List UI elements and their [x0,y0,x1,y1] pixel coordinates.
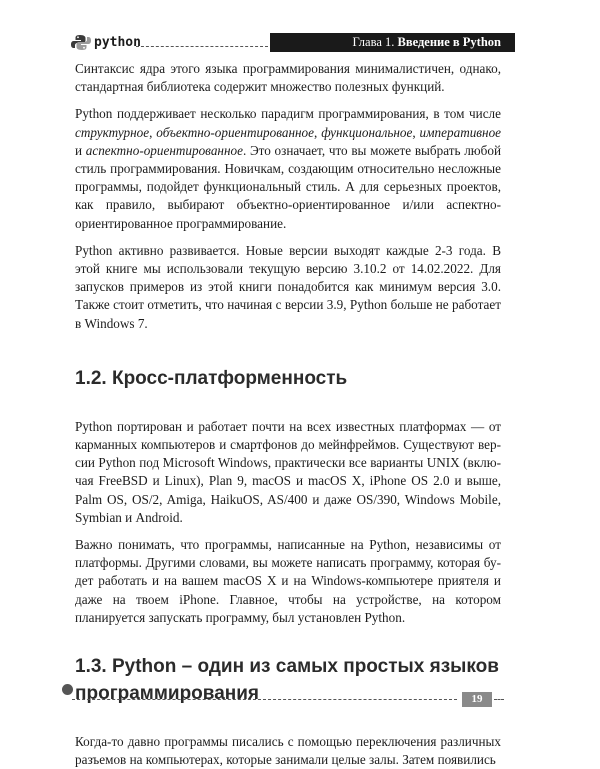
separator: , [314,124,322,140]
paragraph-2-rest: . Это означает, что вы можете выбрать любой стиль программирования. Новичкам, создающим относительно несложные программы, подойдет функциональный стиль. А для серьезных проектов, как правило, выбирают объектно-ориентированное и/или аспектно-ориентированное программирование. [75,142,502,231]
chapter-header-bar [270,33,515,52]
section-heading-1-3: 1.3. Python – один из самых простых языков программирования [75,656,499,705]
paradigm-oop: объектно-ориентированное [156,124,315,140]
page-number: 19 [462,692,492,707]
footer-bullet [62,684,73,695]
chapter-title: Введение в Python [397,35,501,49]
paradigm-imperative: императивное [419,124,502,140]
separator: и [75,142,86,158]
running-header [70,33,515,53]
paragraph-1: Синтаксис ядра этого языка программирования минималистичен, однако, стандартная библиотека содержит множество полезных функций. [75,61,501,95]
chapter-prefix: Глава 1. [352,35,395,49]
separator: , [412,124,420,140]
python-snake-icon [70,34,92,51]
paradigm-structural: структурное [75,124,150,140]
paragraph-5: Важно понимать, что программы, написанные на Python, независимы от платформы. Другими словами, вы можете написать программу, которая будет работать и на вашем macOS X и на Windows-компьютере приятеля и даже на твоем iPhone. Главное, чтобы на устройстве, на котором планируется запускать программу, был установлен Python. [75,537,501,625]
paragraph-6: Когда-то давно программы писались с помощью переключения различных разъемов на компьютерах, которые занимали целые залы. Затем появились [75,734,501,768]
page-content [75,60,501,769]
header-dotted-rule [136,46,268,47]
paradigm-aspect: аспектно-ориентированное [85,142,243,158]
separator: , [149,124,157,140]
paragraph-2 [75,105,501,232]
page-footer [62,684,504,708]
logo-text: python [94,35,141,50]
paradigm-functional: функциональное [321,124,413,140]
paragraph-3: Python активно развивается. Новые версии выходят каждые 2-3 года. В этой книге мы использовали текущую версию 3.10.2 от 14.02.2022. Для запусков примеров из этой книги понадобится как минимум версия 3.0. Также стоит отметить, что начиная с версии 3.9, Python больше не работает в Windows 7. [75,242,501,331]
section-heading-1-2: 1.2. Кросс-платформенность [75,367,348,389]
paragraph-2-intro: Python поддерживает несколько парадигм программирования, в том числе [75,106,501,122]
footer-dotted-rule-right [494,699,504,700]
paragraph-4: Python портирован и работает почти на всех известных платформах — от карманных компьютеров и смартфонов до мейнфреймов. Существуют версии Python под Microsoft Windows, практически все варианты UNIX (включая FreeBSD и Linux), Plan 9, macOS и macOS X, iPhone OS 2.0 и выше, Palm OS, OS/2, Amiga, HaikuOS, AS/400 и даже OS/390, Windows Mobile, Symbian и Android. [75,418,501,525]
python-logo [70,34,160,52]
footer-dotted-rule [72,699,457,700]
